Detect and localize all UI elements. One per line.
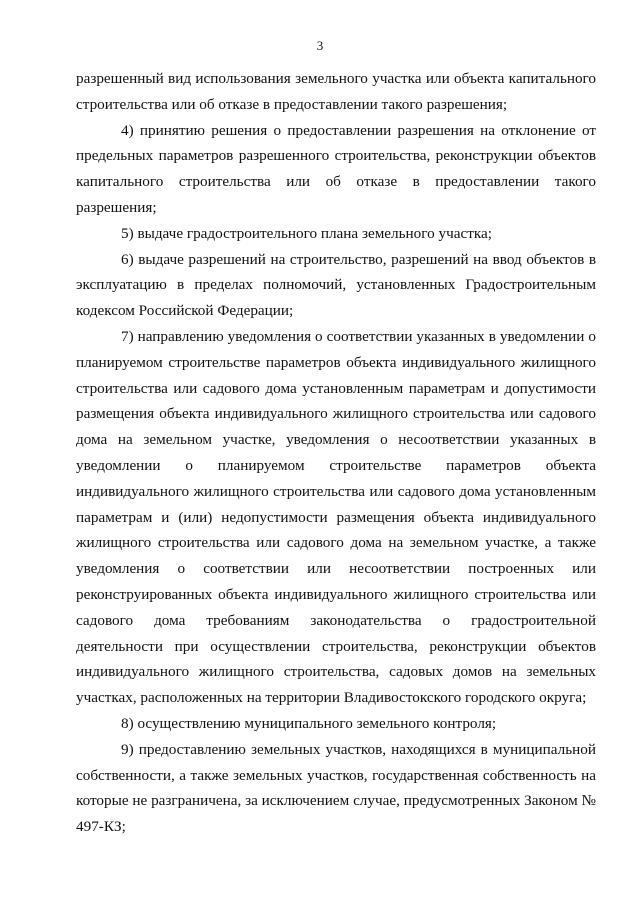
paragraph-continuation: разрешенный вид использования земельного участка или объекта капитального строительства или об отказе в предоставлении такого разрешения; bbox=[76, 70, 596, 113]
paragraph-item-4: 4) принятию решения о предоставлении разрешения на отклонение от предельных параметров разрешенного строительства, реконструкции объектов капитального строительства или об отказе в предоставлении такого разрешения; bbox=[76, 121, 596, 216]
paragraph-item-5: 5) выдаче градостроительного плана земельного участка; bbox=[121, 224, 492, 242]
document-body bbox=[76, 66, 596, 840]
page-number: 3 bbox=[316, 38, 324, 53]
paragraph-item-9: 9) предоставлению земельных участков, находящихся в муниципальной собственности, а также земельных участков, государственная собственность на которые не разграничена, за исключением случае, предусмотренных Законом № 497-КЗ; bbox=[76, 740, 596, 836]
paragraph-item-7: 7) направлению уведомления о соответствии указанных в уведомлении о планируемом строительстве параметров объекта индивидуального жилищного строительства или садового дома установленным параметрам и допустимости размещения объекта индивидуального жилищного строительства или садового дома на земельном участке, уведомления о несоответствии указанных в уведомлении о планируемом строительстве параметров объекта индивидуального жилищного строительства или садового дома установленным параметрам и (или) недопустимости размещения объекта индивидуального жилищного строительства или садового дома на земельном участке, а также уведомления о соответствии или несоответствии построенных или реконструированных объекта индивидуального жилищного строительства или садового дома требованиям законодательства о градостроительной деятельности при осуществлении строительства, реконструкции объектов индивидуального жилищного строительства, садовых домов на земельных участках, расположенных на территории Владивостокского городского округа; bbox=[76, 327, 596, 707]
paragraph-item-6: 6) выдаче разрешений на строительство, разрешений на ввод объектов в эксплуатацию в пределах полномочий, установленных Градостроительным кодексом Российской Федерации; bbox=[76, 250, 596, 320]
paragraph-item-8: 8) осуществлению муниципального земельного контроля; bbox=[121, 714, 497, 732]
